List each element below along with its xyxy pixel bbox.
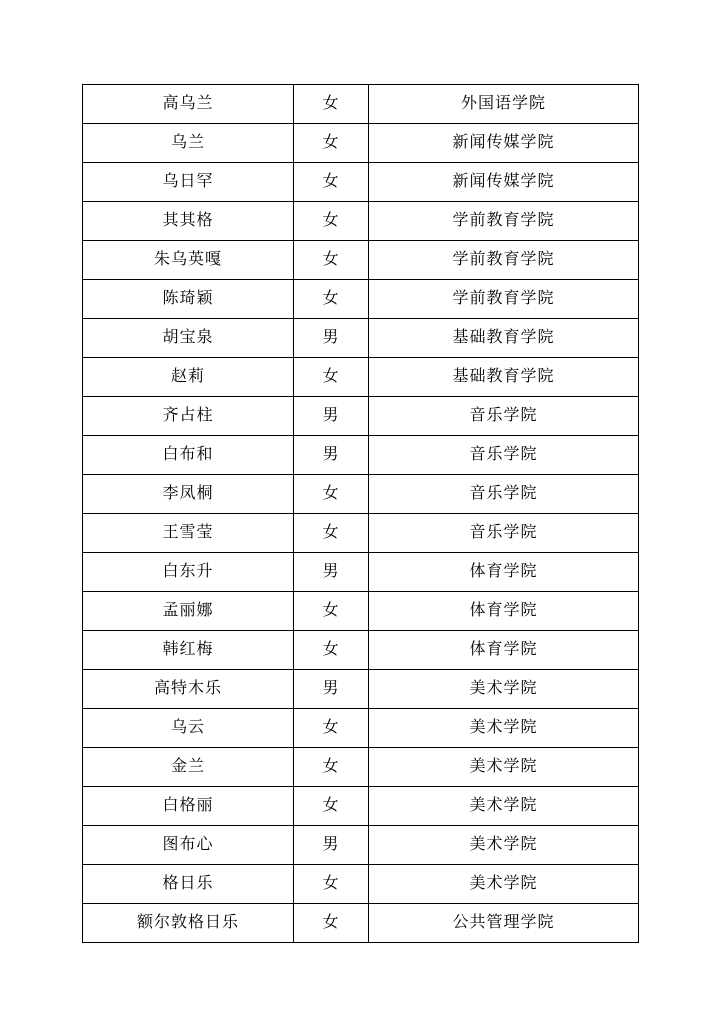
cell-name: 韩红梅 xyxy=(83,631,294,670)
table-row xyxy=(83,631,639,670)
cell-name: 白格丽 xyxy=(83,787,294,826)
table-row xyxy=(83,553,639,592)
cell-gender: 女 xyxy=(294,358,369,397)
cell-name: 额尔敦格日乐 xyxy=(83,904,294,943)
cell-name: 乌兰 xyxy=(83,124,294,163)
table-row xyxy=(83,202,639,241)
cell-name: 齐占柱 xyxy=(83,397,294,436)
cell-college: 新闻传媒学院 xyxy=(369,124,639,163)
cell-college: 基础教育学院 xyxy=(369,358,639,397)
cell-name: 王雪莹 xyxy=(83,514,294,553)
table-row xyxy=(83,397,639,436)
cell-college: 学前教育学院 xyxy=(369,202,639,241)
roster-table-body xyxy=(83,85,639,943)
cell-gender: 女 xyxy=(294,475,369,514)
table-row xyxy=(83,475,639,514)
table-row xyxy=(83,709,639,748)
cell-college: 音乐学院 xyxy=(369,514,639,553)
cell-college: 学前教育学院 xyxy=(369,280,639,319)
cell-gender: 女 xyxy=(294,787,369,826)
table-row xyxy=(83,436,639,475)
cell-name: 陈琦颖 xyxy=(83,280,294,319)
cell-gender: 男 xyxy=(294,319,369,358)
cell-college: 体育学院 xyxy=(369,631,639,670)
cell-gender: 男 xyxy=(294,436,369,475)
cell-name: 胡宝泉 xyxy=(83,319,294,358)
cell-college: 公共管理学院 xyxy=(369,904,639,943)
cell-college: 美术学院 xyxy=(369,670,639,709)
cell-name: 图布心 xyxy=(83,826,294,865)
cell-name: 白布和 xyxy=(83,436,294,475)
table-row xyxy=(83,748,639,787)
roster-table xyxy=(82,84,639,943)
cell-college: 基础教育学院 xyxy=(369,319,639,358)
cell-college: 新闻传媒学院 xyxy=(369,163,639,202)
cell-name: 白东升 xyxy=(83,553,294,592)
cell-gender: 女 xyxy=(294,280,369,319)
cell-gender: 女 xyxy=(294,709,369,748)
cell-name: 乌云 xyxy=(83,709,294,748)
cell-gender: 女 xyxy=(294,85,369,124)
cell-gender: 女 xyxy=(294,514,369,553)
cell-name: 其其格 xyxy=(83,202,294,241)
cell-name: 朱乌英嘎 xyxy=(83,241,294,280)
table-row xyxy=(83,826,639,865)
cell-name: 赵莉 xyxy=(83,358,294,397)
cell-college: 体育学院 xyxy=(369,553,639,592)
cell-college: 音乐学院 xyxy=(369,475,639,514)
cell-college: 美术学院 xyxy=(369,787,639,826)
cell-gender: 男 xyxy=(294,826,369,865)
cell-college: 音乐学院 xyxy=(369,436,639,475)
cell-gender: 女 xyxy=(294,904,369,943)
table-row xyxy=(83,592,639,631)
cell-name: 格日乐 xyxy=(83,865,294,904)
cell-college: 美术学院 xyxy=(369,709,639,748)
table-row xyxy=(83,904,639,943)
table-row xyxy=(83,514,639,553)
table-row xyxy=(83,124,639,163)
cell-name: 孟丽娜 xyxy=(83,592,294,631)
cell-college: 美术学院 xyxy=(369,826,639,865)
table-row xyxy=(83,163,639,202)
table-row xyxy=(83,280,639,319)
cell-gender: 男 xyxy=(294,397,369,436)
table-row xyxy=(83,358,639,397)
cell-gender: 女 xyxy=(294,202,369,241)
cell-gender: 女 xyxy=(294,748,369,787)
table-row xyxy=(83,241,639,280)
table-row xyxy=(83,865,639,904)
cell-gender: 女 xyxy=(294,163,369,202)
table-row xyxy=(83,85,639,124)
table-row xyxy=(83,319,639,358)
cell-name: 高特木乐 xyxy=(83,670,294,709)
cell-college: 外国语学院 xyxy=(369,85,639,124)
cell-name: 李凤桐 xyxy=(83,475,294,514)
cell-college: 音乐学院 xyxy=(369,397,639,436)
cell-gender: 男 xyxy=(294,553,369,592)
cell-gender: 男 xyxy=(294,670,369,709)
cell-gender: 女 xyxy=(294,124,369,163)
table-row xyxy=(83,670,639,709)
cell-gender: 女 xyxy=(294,592,369,631)
cell-name: 高乌兰 xyxy=(83,85,294,124)
cell-gender: 女 xyxy=(294,241,369,280)
cell-college: 美术学院 xyxy=(369,748,639,787)
table-row xyxy=(83,787,639,826)
cell-college: 美术学院 xyxy=(369,865,639,904)
cell-gender: 女 xyxy=(294,865,369,904)
cell-college: 学前教育学院 xyxy=(369,241,639,280)
cell-name: 金兰 xyxy=(83,748,294,787)
cell-gender: 女 xyxy=(294,631,369,670)
cell-name: 乌日罕 xyxy=(83,163,294,202)
cell-college: 体育学院 xyxy=(369,592,639,631)
